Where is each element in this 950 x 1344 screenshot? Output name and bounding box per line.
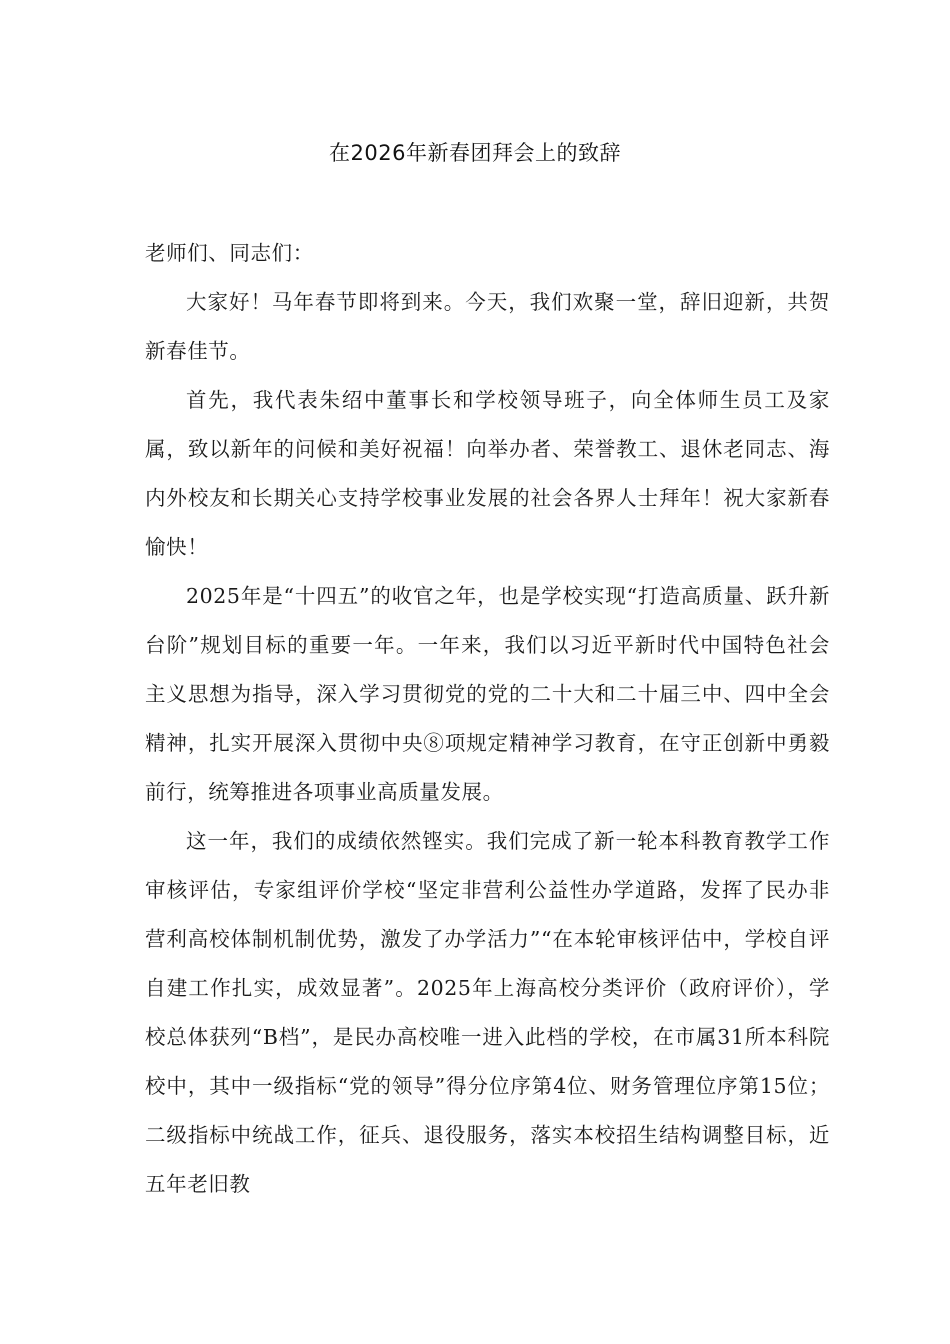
document-body xyxy=(145,229,830,1209)
paragraph-2025-review: 2025年是“十四五”的收官之年，也是学校实现“打造高质量、跃升新台阶”规划目标的重要一年。一年来，我们以习近平新时代中国特色社会主义思想为指导，深入学习贯彻党的党的二十大和二十届三中、四中全会精神，扎实开展深入贯彻中央⑧项规定精神学习教育，在守正创新中勇毅前行，统筹推进各项事业高质量发展。 xyxy=(145,584,830,804)
paragraph-achievements: 这一年，我们的成绩依然铿实。我们完成了新一轮本科教育教学工作审核评估，专家组评价学校“坚定非营利公益性办学道路，发挥了民办非营利高校体制机制优势，激发了办学活力”“在本轮审核评估中，学校自评自建工作扎实，成效显著”。2025年上海高校分类评价（政府评价），学校总体获列“B档”，是民办高校唯一进入此档的学校，在市属31所本科院校中，其中一级指标“党的领导”得分位序第4位、财务管理位序第15位；二级指标中统战工作，征兵、退役服务，落实本校招生结构调整目标，近五年老旧教 xyxy=(145,829,830,1196)
salutation: 老师们、同志们： xyxy=(145,241,314,265)
document-title: 在2026年新春团拜会上的致辞 xyxy=(329,141,621,165)
paragraph-new-year-wishes: 首先，我代表朱绍中董事长和学校领导班子，向全体师生员工及家属，致以新年的问候和美好祝福！向举办者、荣誉教工、退休老同志、海内外校友和长期关心支持学校事业发展的社会各界人士拜年！祝大家新春愉快！ xyxy=(145,388,830,559)
paragraph-greeting: 大家好！马年春节即将到来。今天，我们欢聚一堂，辞旧迎新，共贺新春佳节。 xyxy=(145,290,830,363)
